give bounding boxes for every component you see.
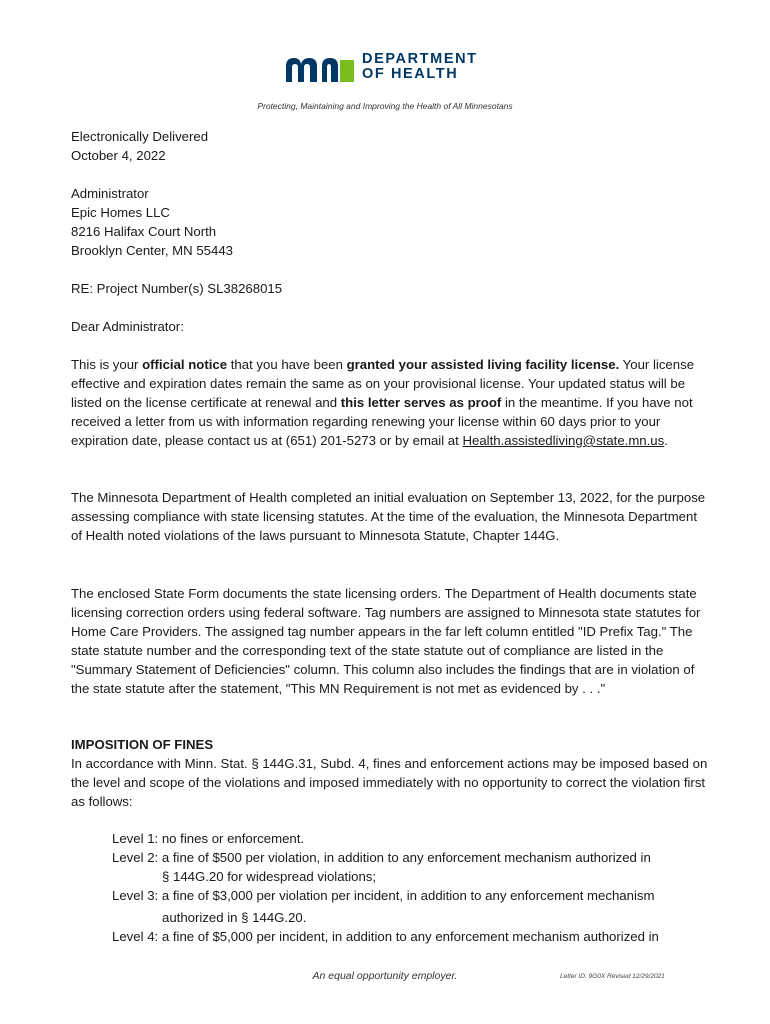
fine-levels-list — [112, 829, 712, 946]
footer-eoe: An equal opportunity employer. — [312, 970, 458, 982]
text-run: in the meantime. If you have not received a letter from us with information regarding renewing your license within 60 days prior to your expiration date, please contact us at (651) 201-5273 or by email at — [71, 395, 693, 448]
fines-text: In accordance with Minn. Stat. § 144G.31, Subd. 4, fines and enforcement actions may be imposed based on the level and scope of the violations and imposed immediately with no opportunity to correct the violation first as follows: — [71, 756, 708, 809]
footer-letter-id: Letter ID: 9G0X Revised 12/29/2021 — [560, 973, 665, 980]
address-line: 8216 Halifax Court North — [71, 224, 217, 239]
paragraph-evaluation: The Minnesota Department of Health completed an initial evaluation on September 13, 2022, for the purpose assessing compliance with state licensing statutes. At the time of the evaluation, the Minnesota Department of Health noted violations of the laws pursuant to Minnesota Statute, Chapter 144G. — [71, 490, 706, 543]
level-text-cont: authorized in § 144G.20. — [162, 910, 307, 925]
email-link[interactable]: Health.assistedliving@state.mn.us — [462, 433, 665, 448]
paragraph-state-form: The enclosed State Form documents the state licensing orders. The Department of Health documents state licensing correction orders using federal software. Tag numbers are assigned to Minnesota state statutes for Home Care Providers. The assigned tag number appears in the far left column entitled "ID Prefix Tag." The state statute number and the corresponding text of the state statute out of compliance are listed in the "Summary Statement of Deficiencies" column. This column also includes the findings that are in violation of the state statute after the statement, "This MN Requirement is not met as evidenced by . . ." — [71, 586, 701, 696]
address-line: Administrator — [71, 186, 149, 201]
tagline: Protecting, Maintaining and Improving the Health of All Minnesotans — [257, 101, 513, 111]
fine-level-1 — [112, 829, 712, 848]
level-text: Level 2: a fine of $500 per violation, in addition to any enforcement mechanism authorized in — [112, 850, 651, 865]
bold-text: official notice — [142, 357, 228, 372]
address-line: Epic Homes LLC — [71, 205, 170, 220]
salutation: Dear Administrator: — [71, 319, 184, 334]
address-line: Brooklyn Center, MN 55443 — [71, 243, 233, 258]
logo-line2: OF HEALTH — [362, 66, 459, 82]
mdh-logo — [284, 52, 494, 86]
bold-text: this letter serves as proof — [340, 395, 502, 410]
text-run: . — [664, 433, 668, 448]
level-text-cont: § 144G.20 for widespread violations; — [162, 869, 377, 884]
fine-level-3 — [112, 886, 712, 927]
recipient-address — [71, 184, 711, 260]
logo-line1: DEPARTMENT — [362, 51, 478, 67]
text-run: that you have been — [227, 357, 347, 372]
level-text: Level 3: a fine of $3,000 per violation per incident, in addition to any enforcement mechanism — [112, 888, 655, 903]
re-line: RE: Project Number(s) SL38268015 — [71, 281, 283, 296]
level-text: Level 4: a fine of $5,000 per incident, in addition to any enforcement mechanism authorized in — [112, 929, 659, 944]
delivery-block — [71, 127, 711, 165]
letter-date: October 4, 2022 — [71, 148, 166, 163]
fine-level-2 — [112, 848, 712, 886]
minnesota-logo-icon — [284, 54, 356, 84]
logo-wordmark — [362, 52, 478, 82]
text-run: Your license effective and expiration dates remain the same as on your provisional license. Your updated status will be listed on the license certificate at renewal and — [71, 357, 695, 410]
level-text: Level 1: no fines or enforcement. — [112, 831, 305, 846]
text-run: This is your — [71, 357, 143, 372]
fine-level-4 — [112, 927, 712, 946]
paragraph-official-notice — [71, 355, 711, 450]
fines-heading: IMPOSITION OF FINES — [71, 737, 214, 752]
delivery-method: Electronically Delivered — [71, 129, 209, 144]
bold-text: granted your assisted living facility license. — [346, 357, 620, 372]
